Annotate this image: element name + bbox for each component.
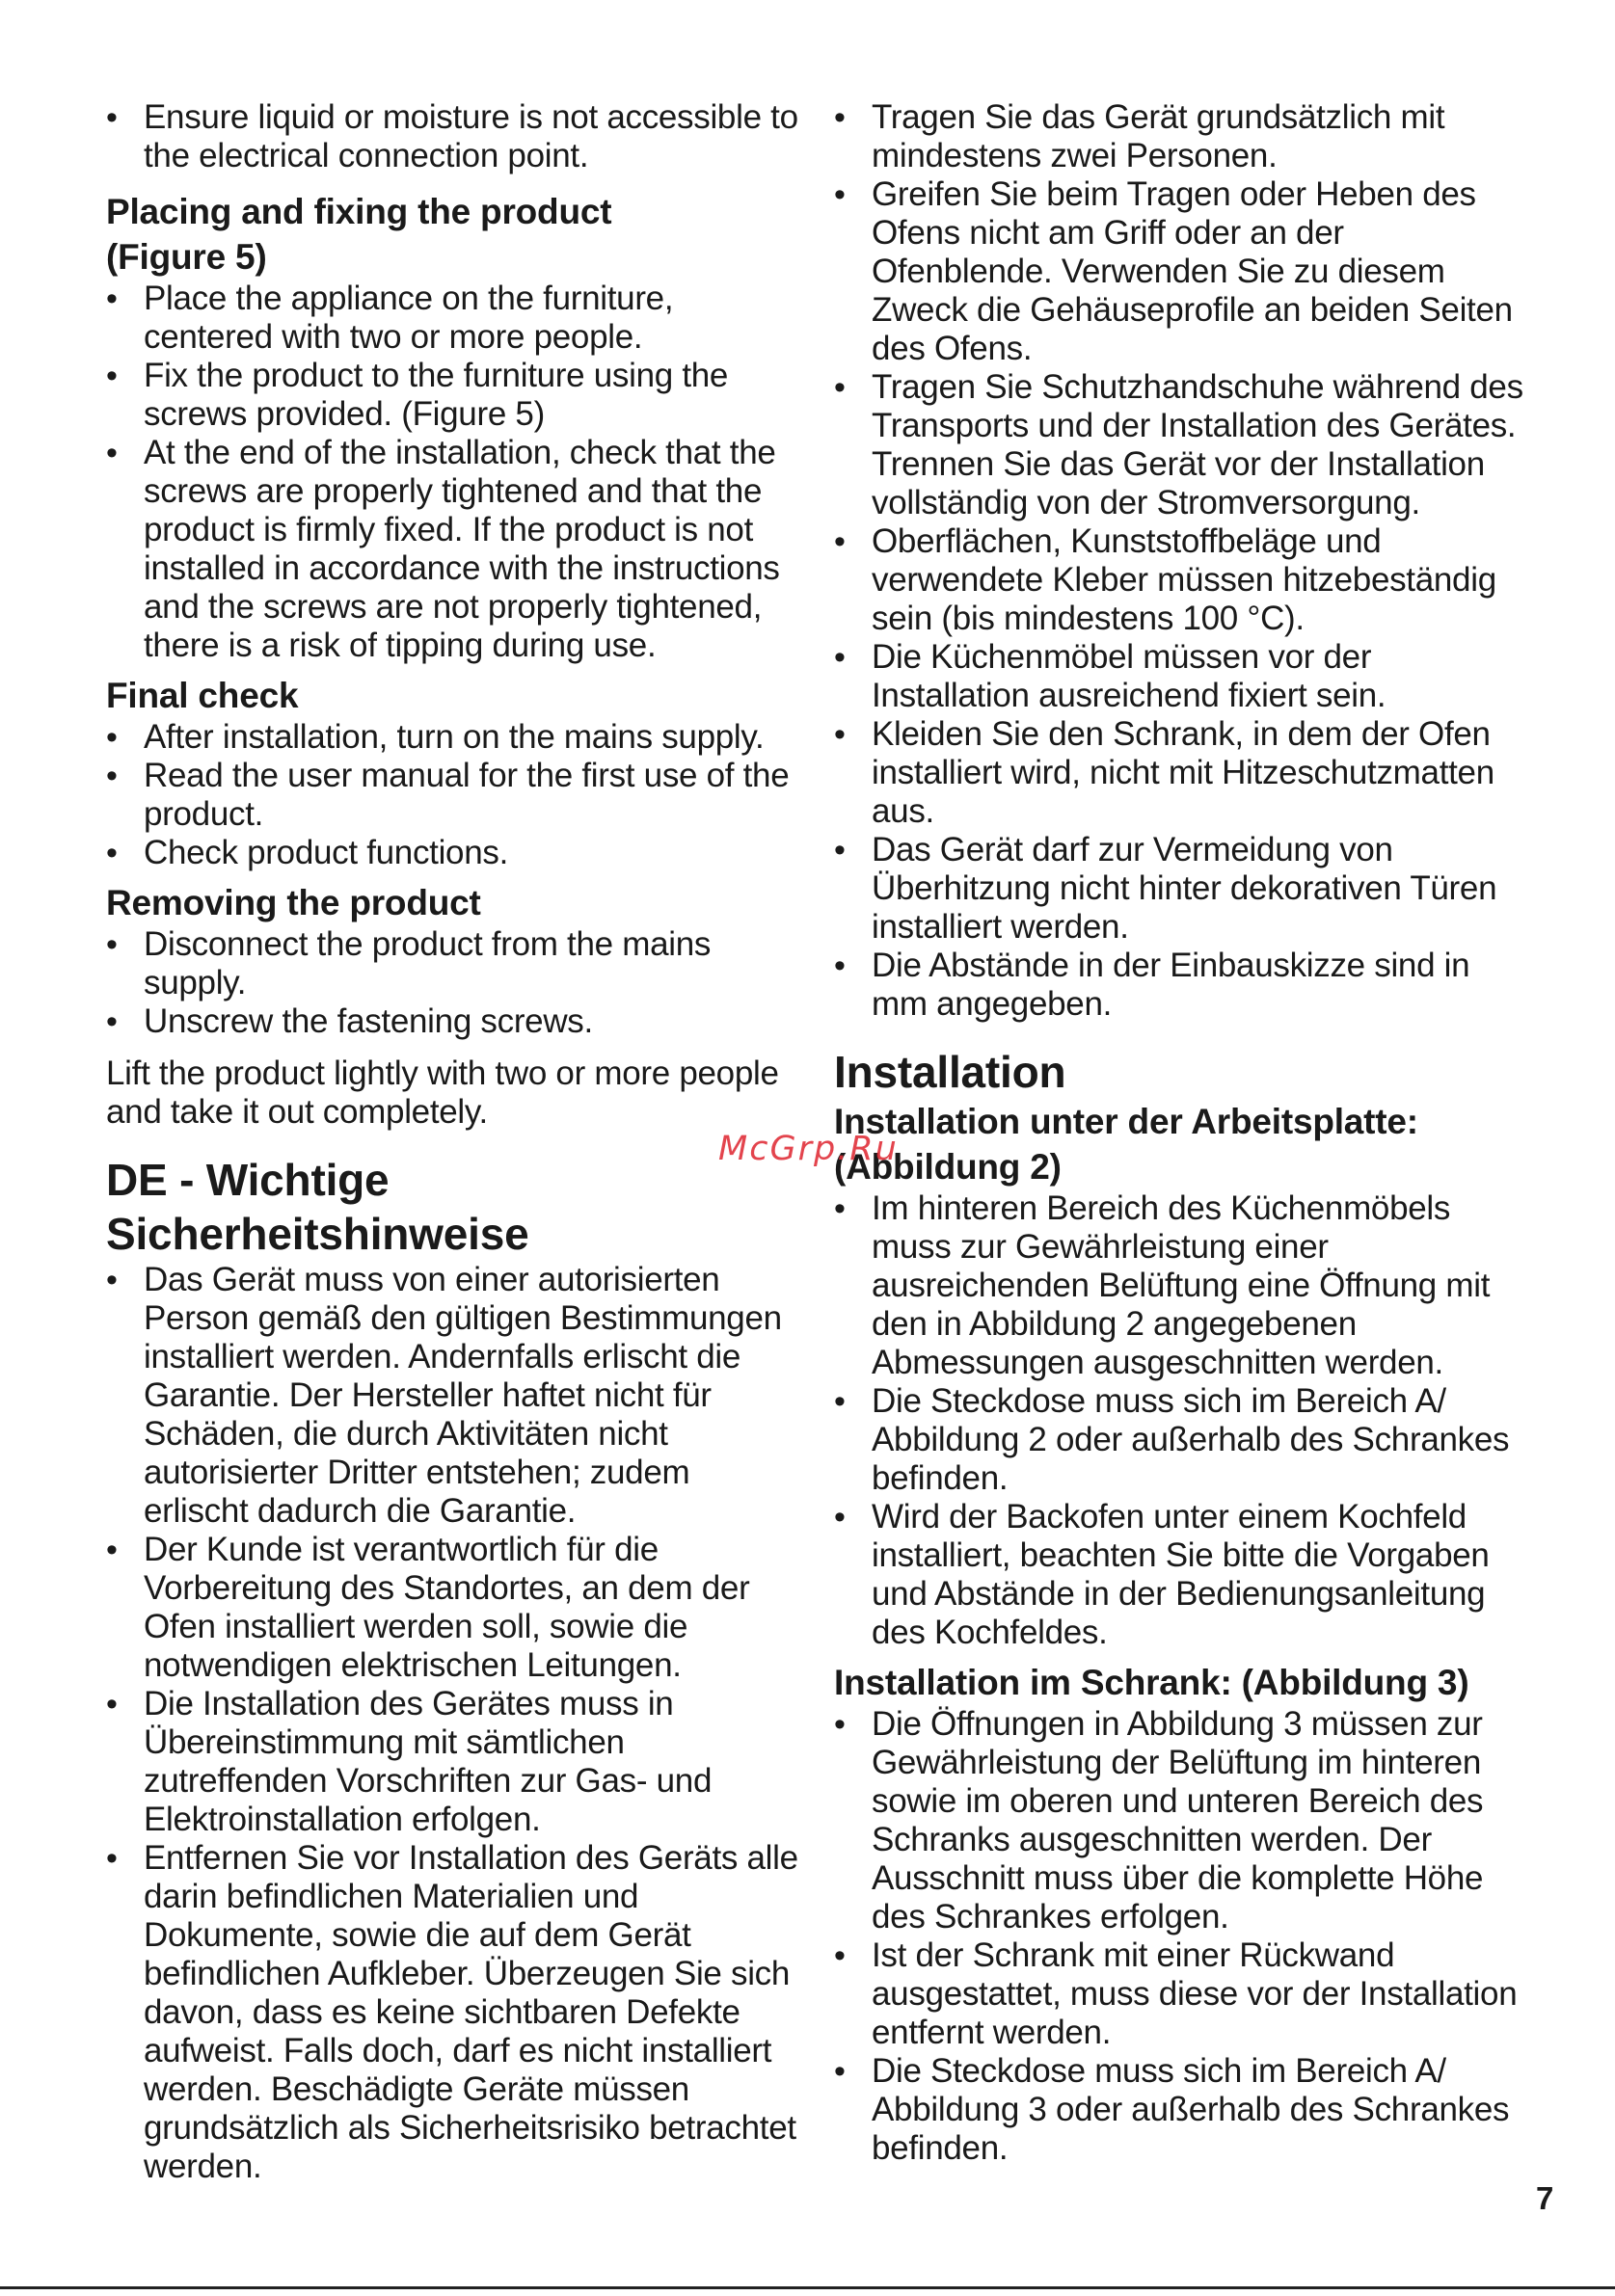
section-heading-final-check: Final check [106, 676, 299, 715]
list-item: • Tragen Sie das Gerät grundsätzlich mit mindestens zwei Personen. [834, 98, 1528, 175]
watermark: McGrp.Ru [718, 1130, 899, 1168]
removing-paragraph: Lift the product lightly with two or more people and take it out completely. [106, 1055, 779, 1131]
list-item: • Die Abstände in der Einbauskizze sind in mm angegeben. [834, 947, 1528, 1024]
list-item: • Ensure liquid or moisture is not accessible to the electrical connection point. [106, 98, 800, 175]
list-item: • Die Küchenmöbel müssen vor der Installation ausreichend fixiert sein. [834, 638, 1528, 715]
section-heading-de-safety: DE - Wichtige Sicherheitshinweise [106, 1155, 529, 1259]
list-item: • Unscrew the fastening screws. [106, 1002, 800, 1041]
list-item: • Das Gerät muss von einer autorisierten Person gemäß den gültigen Bestimmungen installiert werden. Andernfalls erlischt die Garantie. Der Hersteller haftet nicht für Schäden, die durch Aktivitäten nicht autorisierter Dritter entstehen; zudem erlischt dadurch die Garantie. [106, 1261, 800, 1531]
list-item: • Check product functions. [106, 834, 800, 872]
handling-list [834, 98, 1528, 1024]
list-item: • Die Steckdose muss sich im Bereich A/ Abbildung 3 oder außerhalb des Schrankes befinden. [834, 2052, 1528, 2168]
page-number: 7 [1536, 2180, 1554, 2216]
list-item: • Die Steckdose muss sich im Bereich A/ Abbildung 2 oder außerhalb des Schrankes befinden. [834, 1382, 1528, 1498]
list-item: • Disconnect the product from the mains supply. [106, 925, 800, 1002]
section-heading-in-cabinet: Installation im Schrank: (Abbildung 3) [834, 1663, 1469, 1702]
list-item: • At the end of the installation, check that the screws are properly tightened and that the product is firmly fixed. If the product is not installed in accordance with the instructions and the screws are not properly tightened, there is a risk of tipping during use. [106, 434, 800, 665]
section-heading-removing: Removing the product [106, 883, 481, 922]
list-item: • Place the appliance on the furniture, centered with two or more people. [106, 280, 800, 357]
in-cabinet-list [834, 1705, 1528, 2168]
section-heading-installation: Installation [834, 1047, 1066, 1097]
list-item: • Die Öffnungen in Abbildung 3 müssen zur Gewährleistung der Belüftung im hinteren sowie im oberen und unteren Bereich des Schranks ausgeschnitten werden. Der Ausschnitt muss über die komplette Höhe des Schrankes erfolgen. [834, 1705, 1528, 1936]
de-safety-list [106, 1261, 800, 2186]
removing-list [106, 925, 800, 1041]
list-item: • Fix the product to the furniture using the screws provided. (Figure 5) [106, 357, 800, 434]
section-heading-under-counter: Installation unter der Arbeitsplatte: (Abbildung 2) [834, 1102, 1418, 1187]
bottom-rule [0, 2286, 1615, 2289]
intro-list [106, 98, 800, 175]
list-item: • Entfernen Sie vor Installation des Geräts alle darin befindlichen Materialien und Dokumente, sowie die auf dem Gerät befindlichen Aufkleber. Überzeugen Sie sich davon, dass es keine sichtbaren Defekte aufweist. Falls doch, darf es nicht installiert werden. Beschädigte Geräte müssen grundsätzlich als Sicherheitsrisiko betrachtet werden. [106, 1839, 800, 2186]
right-column [834, 98, 1528, 2168]
list-item: • Ist der Schrank mit einer Rückwand ausgestattet, muss diese vor der Installation entfernt werden. [834, 1936, 1528, 2052]
list-item: • Oberflächen, Kunststoffbeläge und verwendete Kleber müssen hitzebeständig sein (bis mindestens 100 °C). [834, 522, 1528, 638]
list-item: • Wird der Backofen unter einem Kochfeld installiert, beachten Sie bitte die Vorgaben und Abstände in der Bedienungsanleitung des Kochfeldes. [834, 1498, 1528, 1652]
list-item: • Im hinteren Bereich des Küchenmöbels muss zur Gewährleistung einer ausreichenden Belüftung eine Öffnung mit den in Abbildung 2 angegebenen Abmessungen ausgeschnitten werden. [834, 1189, 1528, 1382]
list-item: • Kleiden Sie den Schrank, in dem der Ofen installiert wird, nicht mit Hitzeschutzmatten aus. [834, 715, 1528, 831]
list-item: • Tragen Sie Schutzhandschuhe während des Transports und der Installation des Gerätes. Trennen Sie das Gerät vor der Installation vollständig von der Stromversorgung. [834, 368, 1528, 522]
left-column [106, 98, 800, 2186]
final-check-list [106, 718, 800, 872]
section-heading-placing: Placing and fixing the product (Figure 5) [106, 192, 612, 277]
list-item: • Die Installation des Gerätes muss in Übereinstimmung mit sämtlichen zutreffenden Vorschriften zur Gas- und Elektroinstallation erfolgen. [106, 1685, 800, 1839]
placing-list [106, 280, 800, 665]
list-item: • Das Gerät darf zur Vermeidung von Überhitzung nicht hinter dekorativen Türen installiert werden. [834, 831, 1528, 947]
list-item: • Read the user manual for the first use of the product. [106, 757, 800, 834]
under-counter-list [834, 1189, 1528, 1652]
list-item: • After installation, turn on the mains supply. [106, 718, 800, 757]
list-item: • Greifen Sie beim Tragen oder Heben des Ofens nicht am Griff oder an der Ofenblende. Verwenden Sie zu diesem Zweck die Gehäuseprofile an beiden Seiten des Ofens. [834, 175, 1528, 368]
list-item: • Der Kunde ist verantwortlich für die Vorbereitung des Standortes, an dem der Ofen installiert werden soll, sowie die notwendigen elektrischen Leitungen. [106, 1531, 800, 1685]
